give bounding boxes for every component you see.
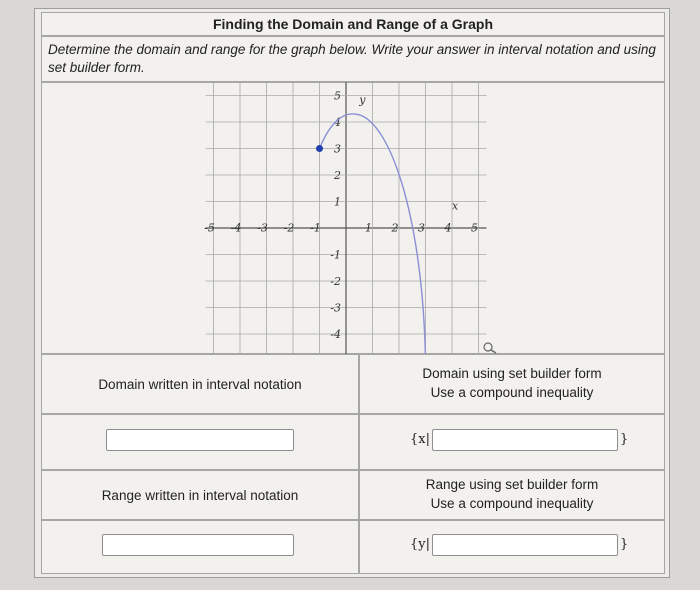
worksheet bbox=[34, 8, 670, 578]
instructions-cell bbox=[41, 36, 665, 82]
range-interval-label: Range written in interval notation bbox=[101, 488, 299, 503]
y-tick-label: 2 bbox=[334, 169, 341, 182]
graph-cell bbox=[41, 82, 665, 354]
instructions-text: Determine the domain and range for the graph below. Write your answer in interval notation and using set builder form. bbox=[48, 42, 656, 75]
range-set-input-cell bbox=[359, 520, 665, 574]
x-tick-label: -5 bbox=[204, 221, 215, 235]
coordinate-graph bbox=[42, 83, 664, 353]
domain-set-label-cell bbox=[359, 354, 665, 414]
y-tick-label: -3 bbox=[330, 301, 341, 315]
x-tick-label: -4 bbox=[230, 221, 242, 235]
domain-set-suffix: } bbox=[620, 432, 629, 447]
x-axis-label: x bbox=[452, 199, 459, 213]
title-cell bbox=[41, 12, 665, 36]
domain-set-label: Domain using set builder form bbox=[422, 366, 602, 381]
x-tick-label: 1 bbox=[365, 221, 372, 235]
y-tick-label: 4 bbox=[334, 116, 341, 129]
range-set-prefix: {y| bbox=[410, 537, 430, 552]
magnifier-icon[interactable] bbox=[484, 343, 496, 353]
y-tick-label: 3 bbox=[334, 142, 341, 156]
y-tick-label: -2 bbox=[330, 275, 341, 288]
x-tick-label: -3 bbox=[257, 221, 268, 235]
range-set-label: Range using set builder form bbox=[425, 477, 599, 492]
y-tick-label: -4 bbox=[330, 328, 341, 341]
y-tick-label: 5 bbox=[334, 89, 341, 103]
domain-interval-input-cell bbox=[41, 414, 359, 470]
domain-set-hint: Use a compound inequality bbox=[430, 385, 594, 400]
domain-set-input[interactable] bbox=[432, 429, 618, 451]
range-interval-label-cell bbox=[41, 470, 359, 520]
range-set-input[interactable] bbox=[432, 534, 618, 556]
domain-set-input-cell bbox=[359, 414, 665, 470]
page-title: Finding the Domain and Range of a Graph bbox=[212, 16, 493, 32]
x-tick-label: 4 bbox=[444, 221, 452, 235]
range-interval-input[interactable] bbox=[102, 534, 294, 556]
x-tick-label: 2 bbox=[391, 221, 399, 235]
y-tick-label: -1 bbox=[330, 248, 341, 262]
domain-set-prefix: {x| bbox=[410, 432, 430, 447]
range-set-label-cell bbox=[359, 470, 665, 520]
domain-interval-input[interactable] bbox=[106, 429, 294, 451]
start-point bbox=[316, 145, 323, 152]
x-tick-label: 3 bbox=[418, 221, 425, 235]
x-tick-label: 5 bbox=[471, 221, 478, 235]
range-interval-input-cell bbox=[41, 520, 359, 574]
domain-interval-label: Domain written in interval notation bbox=[98, 377, 302, 392]
y-axis-label: y bbox=[359, 93, 366, 107]
range-set-hint: Use a compound inequality bbox=[430, 496, 594, 511]
x-tick-label: -2 bbox=[283, 221, 295, 235]
y-tick-label: 1 bbox=[334, 195, 341, 209]
x-tick-label: -1 bbox=[310, 221, 321, 235]
range-set-suffix: } bbox=[620, 537, 629, 552]
domain-interval-label-cell bbox=[41, 354, 359, 414]
